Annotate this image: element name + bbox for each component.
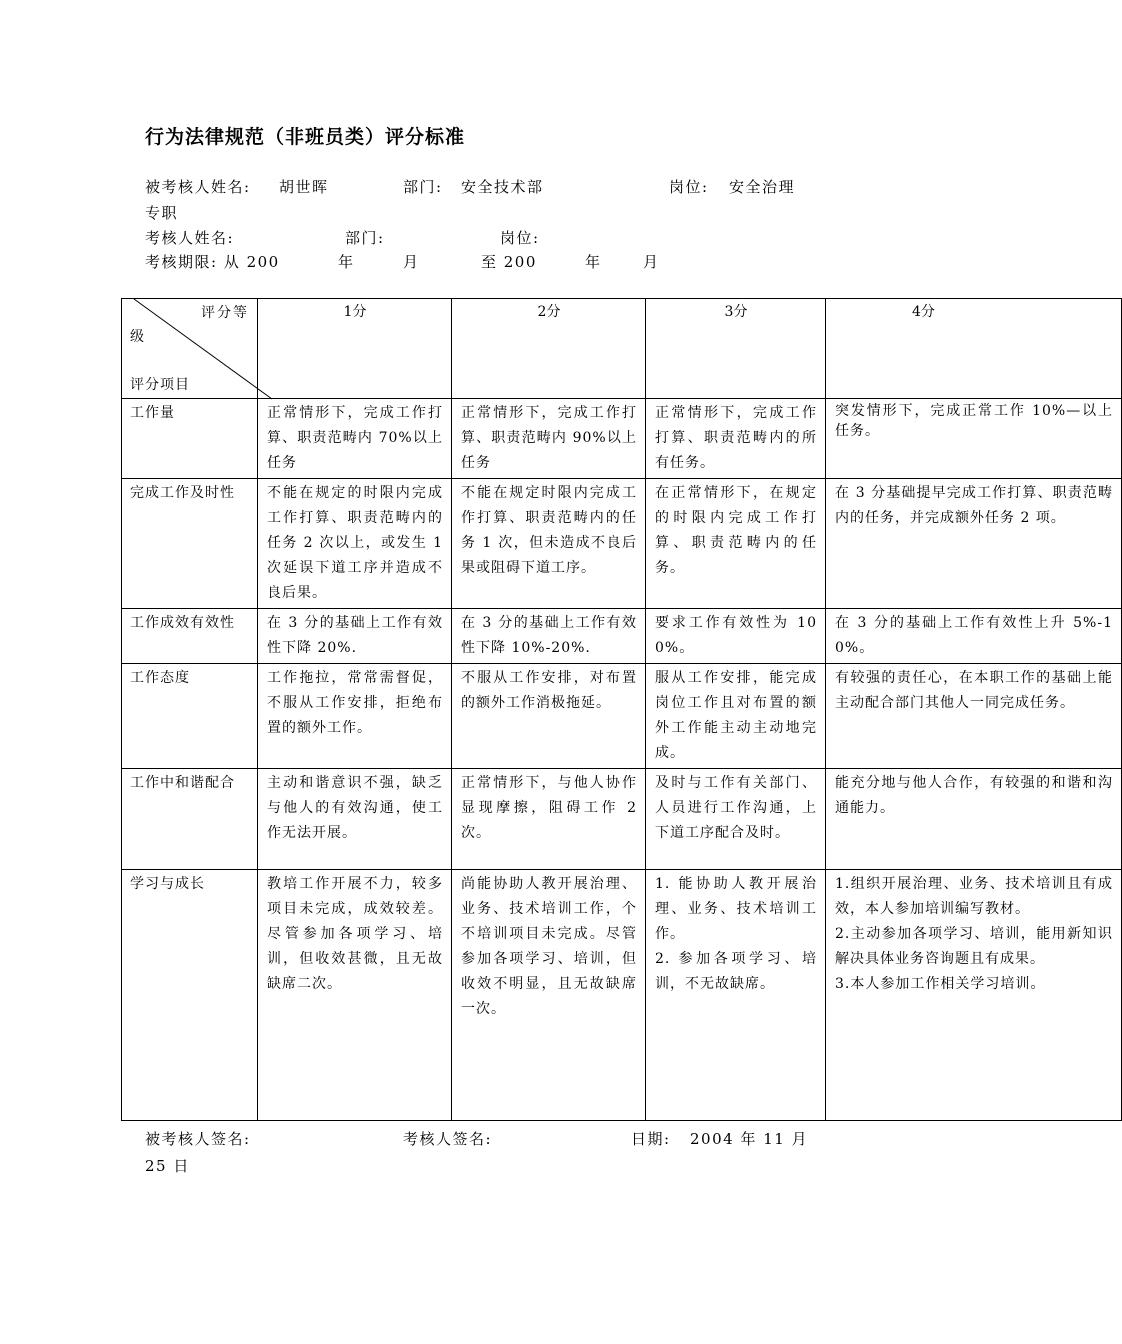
table-cell: 尚能协助人教开展治理、业务、技术培训工作，个不培训项目未完成。尽管参加各项学习、培训，但收效不明显，且无故缺席一次。 [452, 870, 646, 1121]
table-cell: 有较强的责任心，在本职工作的基础上能主动配合部门其他人一同完成任务。 [826, 664, 1122, 769]
table-cell: 在 3 分基础提早完成工作打算、职责范畴内的任务，并完成额外任务 2 项。 [826, 479, 1122, 609]
assessee-name-label: 被考核人姓名: [145, 178, 251, 196]
table-cell: 突发情形下，完成正常工作 10%—以上任务。 [826, 399, 1122, 479]
table-cell: 不能在规定的时限内完成工作打算、职责范畴内的任务 2 次以上，或发生 1 次延误下道工序并造成不良后果。 [258, 479, 452, 609]
row-item-label: 工作成效有效性 [122, 609, 258, 664]
corner-header-cell [122, 299, 258, 399]
table-header-row [122, 299, 1122, 399]
page-title: 行为法律规范（非班员类）评分标准 [145, 126, 466, 148]
table-cell: 正常情形下，与他人协作显现摩擦，阻碍工作 2 次。 [452, 769, 646, 870]
table-cell: 工作拖拉，常常需督促，不服从工作安排，拒绝布置的额外工作。 [258, 664, 452, 769]
table-cell: 主动和谐意识不强，缺乏与他人的有效沟通，使工作无法开展。 [258, 769, 452, 870]
header-score-1: 1分 [258, 299, 452, 399]
assessee-dept-value: 安全技术部 [461, 178, 544, 196]
table-cell: 及时与工作有关部门、人员进行工作沟通，上下道工序配合及时。 [646, 769, 826, 870]
assessee-name-value: 胡世晖 [279, 178, 329, 196]
date-value-cont: 25 日 [145, 1157, 190, 1175]
assessee-post-value: 安全治理 [729, 178, 796, 196]
table-cell: 在 3 分的基础上工作有效性下降 20%. [258, 609, 452, 664]
header-score-3: 3分 [646, 299, 826, 399]
period-to: 至 200 [481, 253, 537, 271]
table-row [122, 479, 1122, 609]
period-label: 考核期限: 从 200 [145, 253, 280, 271]
table-cell: 正常情形下，完成工作打算、职责范畴内 90%以上任务 [452, 399, 646, 479]
date-label: 日期: [631, 1130, 671, 1148]
period-year1: 年 [338, 253, 355, 271]
table-row [122, 870, 1122, 1121]
corner-label-grade-cont: 级 [130, 329, 144, 345]
assessor-dept-label: 部门: [345, 229, 385, 247]
table-cell: 1.组织开展治理、业务、技术培训且有成效，本人参加培训编写教材。 2.主动参加各项学习、培训，能用新知识解决具体业务咨询题且有成果。 3.本人参加工作相关学习培训。 [826, 870, 1122, 1121]
table-cell: 1. 能协助人教开展治理、业务、技术培训工作。 2. 参加各项学习、培训，不无故缺席。 [646, 870, 826, 1121]
scoring-table-viewport [121, 298, 1113, 1102]
date-value: 2004 年 11 月 [690, 1130, 809, 1148]
row-item-label: 工作中和谐配合 [122, 769, 258, 870]
assessor-post-label: 岗位: [500, 229, 540, 247]
header-score-2: 2分 [452, 299, 646, 399]
table-row [122, 664, 1122, 769]
table-row [122, 609, 1122, 664]
table-cell: 在 3 分的基础上工作有效性下降 10%-20%. [452, 609, 646, 664]
table-cell: 不能在规定时限内完成工作打算、职责范畴内的任务 1 次，但未造成不良后果或阻碍下道工序。 [452, 479, 646, 609]
assessor-signature-label: 考核人签名: [403, 1130, 493, 1148]
table-cell: 要求工作有效性为 100%。 [646, 609, 826, 664]
row-item-label: 工作态度 [122, 664, 258, 769]
table-cell: 在正常情形下，在规定的时限内完成工作打算、职责范畴内的任务。 [646, 479, 826, 609]
row-item-label: 学习与成长 [122, 870, 258, 1121]
table-cell: 服从工作安排，能完成岗位工作且对布置的额外工作能主动主动地完成。 [646, 664, 826, 769]
row-item-label: 工作量 [122, 399, 258, 479]
table-row [122, 399, 1122, 479]
period-month1: 月 [403, 253, 420, 271]
table-cell: 正常情形下，完成工作打算、职责范畴内的所有任务。 [646, 399, 826, 479]
corner-label-grade: 评分等 [201, 305, 249, 321]
period-month2: 月 [643, 253, 660, 271]
corner-label-item: 评分项目 [130, 377, 190, 393]
table-cell: 不服从工作安排，对布置的额外工作消极拖延。 [452, 664, 646, 769]
table-cell: 教培工作开展不力，较多项目未完成，成效较差。尽管参加各项学习、培训，但收效甚微，且无故缺席二次。 [258, 870, 452, 1121]
header-score-4: 4分 [826, 299, 1122, 399]
period-year2: 年 [585, 253, 602, 271]
scoring-table [121, 298, 1122, 1121]
assessor-name-label: 考核人姓名: [145, 229, 235, 247]
table-cell: 能充分地与他人合作，有较强的和谐和沟通能力。 [826, 769, 1122, 870]
assessee-post-label: 岗位: [669, 178, 709, 196]
table-cell: 在 3 分的基础上工作有效性上升 5%-10%。 [826, 609, 1122, 664]
row-item-label: 完成工作及时性 [122, 479, 258, 609]
assessee-dept-label: 部门: [403, 178, 443, 196]
assessee-signature-label: 被考核人签名: [145, 1130, 251, 1148]
table-cell: 正常情形下，完成工作打算、职责范畴内 70%以上任务 [258, 399, 452, 479]
table-row [122, 769, 1122, 870]
assessee-post-value-cont: 专职 [145, 204, 179, 222]
